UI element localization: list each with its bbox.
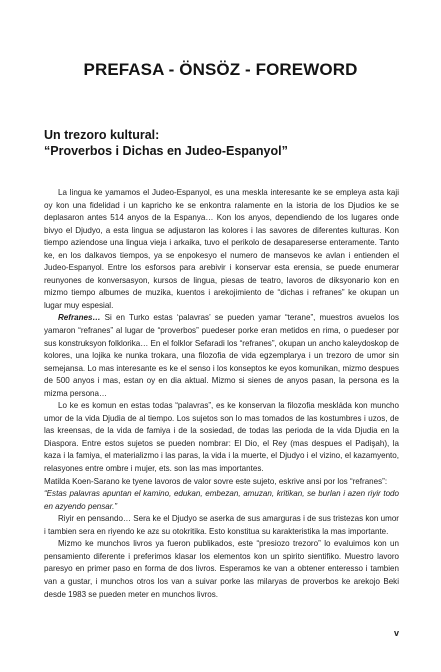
section-heading [44, 127, 424, 159]
section-heading-line-1: Un trezoro kultural: [44, 128, 160, 142]
paragraph-text: Matilda Koen-Sarano ke tyene lavoros de valor sovre este sujeto, eskrive ansi por los “refranes”: [44, 476, 388, 486]
paragraph [44, 400, 399, 475]
page-title: PREFASA - ÖNSÖZ - FOREWORD [83, 60, 358, 79]
page-number: v [394, 628, 400, 638]
paragraph [44, 187, 399, 312]
paragraph-lead: Refranes… [58, 313, 101, 323]
quote-paragraph [44, 488, 399, 513]
paragraph-text: Riyir en pensando… Sera ke el Djudyo se aserka de sus amarguras i de sus tristezas kon umor i tambien sera en riyendo ke azε su otokritika. Esto konstitua su karakteristika la mas importante. [44, 514, 399, 536]
paragraph [44, 312, 399, 400]
paragraph [44, 513, 399, 538]
paragraph [44, 538, 399, 601]
paragraph-text: La lingua ke yamamos el Judeo-Espanyol, es una meskla interesante ke se empleya asta kaji oy kon una fidelidad i un kapricho ke se enkontra ralamente en la istoria de los Djudios ke se deplasaron antes 514 anyos de la Espanya… Kon los anyos, dependiendo de los lugares onde bivyo el Djudyo, a esta lingua se adjustaron las kolores i las savores de diferentes kulturas. Kon tiempo aziendose una lingua vieja i arkaika, tuvo el perikolo de desapareserse enteramente. Tanto ke, en los dalkavos tiempos, ya se enpokesyo el numero de mansevos ke avlan i entienden el Judeo-Espanyol. Entre los esforsos para arebivir i konservar esta erensia, se puede enumerar reunyones de konversasyon, kursos de lingua, piesas de teatro, lavoros de diksyonario kon en mizmo tiempo albumes de muzika, kuentos i arekojimiento de “dichas i refranes” ke okupan un lugar muy espesial. [44, 188, 399, 310]
paragraph-text: Mizmo ke munchos livros ya fueron publikados, este “presiozo trezoro” lo evaluimos kon un pensamiento diferente i preferimos klasar los elementos kon un spirito sientifiko. Muestro lavoro paresyo en primer paso en forma de dos livros. Esperamos ke van a obtener enteresso i tambien van a gustar, i munchos otros los van a suivar porke las milaryas de proverbos ke arekojo Beki desde 1983 se pueden meter en munchos livros. [44, 539, 399, 599]
paragraph-text: Lo ke es komun en estas todas “palavras”, es ke konservan la filozofia meskláda kon muncho umor de la vida Djudia de al tiempo. Los sujetos son lo mas tomados de las kostumbres i uzos, de las kreensas, de la vida de famiya i de la sosiedad, de todas las perioda de la vida Djudia en la Diaspora. Entre estos sujetos se pueden nombrar: El Dio, el Rey (mas despues el Padişah), la kaza i la famiya, el materializmo i las paras, la vida i la muerte, el Djudyo i el vizino, el kazamyento, relasyones entre ombre i mujer, ets. son las mas importantes. [44, 401, 399, 474]
body-text [44, 187, 399, 601]
paragraph [44, 476, 399, 489]
section-heading-line-2: “Proverbos i Dichas en Judeo-Espanyol” [44, 144, 288, 158]
quote-text: “Estas palavras apuntan el kamino, edukan, embezan, amuzan, kritikan, se burlan i azen riyir todo en azyendo pensar.” [44, 489, 399, 511]
paragraph-text: Si en Turko estas ‘palavras’ se pueden yamar “terane”, muestros avuelos los yamaron “refranes” al lugar de “proverbos” puedeser porke eran metidos en rima, o puedeser por sus konstruksyon folklorika… En el folklor Sefaradi los “refranes”, okupan un ancho kaleydoskop de kolores, una lojika ke nunka trokara, una filozofia de vida egzemplarya i un trezoro de umor sin semejansa. Lo mas interesante es ke el senso i los konseptos ke eyos komunikan, mizmo despues de 500 anyos i mas, estan oy en dia aktual. Mizmo si sienes de anyos pasan, la persona es la mizma persona… [44, 313, 399, 398]
